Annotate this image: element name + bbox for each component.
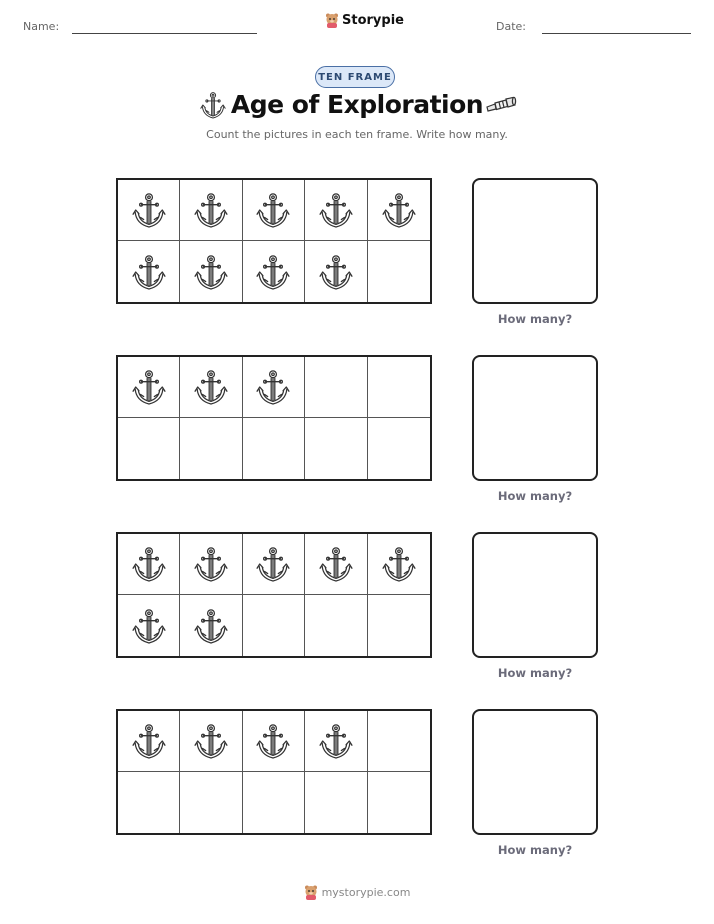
date-line[interactable] (542, 33, 691, 34)
ten-frame-cell (368, 180, 430, 241)
anchor-icon (382, 545, 416, 583)
ten-frame-cell (243, 711, 305, 772)
bear-mascot-icon (304, 884, 318, 900)
ten-frame-cell (368, 418, 430, 479)
ten-frame-cell (305, 534, 367, 595)
ten-frame (116, 532, 432, 658)
ten-frame-cell (243, 241, 305, 302)
ten-frame-cell (368, 772, 430, 833)
ten-frame-cell (118, 241, 180, 302)
brand-logo (325, 12, 404, 28)
ten-frame-cell (118, 357, 180, 418)
anchor-icon (194, 191, 228, 229)
ten-frame-cell (180, 418, 242, 479)
how-many-label: How many? (497, 489, 573, 503)
ten-frame-cell (118, 534, 180, 595)
anchor-icon (319, 191, 353, 229)
spyglass-icon (485, 96, 517, 114)
name-label: Name: (23, 20, 60, 33)
ten-frame-cell (180, 534, 242, 595)
worksheet-type-badge: TEN FRAME (315, 66, 395, 88)
anchor-icon (194, 722, 228, 760)
ten-frame-cell (180, 241, 242, 302)
ten-frame-cell (305, 595, 367, 656)
anchor-icon (132, 191, 166, 229)
anchor-icon (132, 368, 166, 406)
date-label: Date: (496, 20, 526, 33)
ten-frame-cell (243, 534, 305, 595)
bear-mascot-icon (325, 12, 339, 28)
anchor-icon (319, 545, 353, 583)
ten-frame (116, 709, 432, 835)
name-line[interactable] (72, 33, 257, 34)
ten-frame-cell (243, 180, 305, 241)
ten-frame-cell (118, 180, 180, 241)
anchor-icon (256, 722, 290, 760)
ten-frame-cell (180, 711, 242, 772)
answer-box[interactable] (472, 178, 598, 304)
how-many-label: How many? (497, 843, 573, 857)
ten-frame-cell (368, 595, 430, 656)
ten-frame-cell (368, 534, 430, 595)
ten-frame-cell (305, 241, 367, 302)
ten-frame-cell (305, 180, 367, 241)
ten-frame-cell (118, 772, 180, 833)
answer-box[interactable] (472, 355, 598, 481)
ten-frame-cell (118, 595, 180, 656)
anchor-icon (256, 253, 290, 291)
ten-frame-cell (243, 772, 305, 833)
anchor-icon (194, 368, 228, 406)
how-many-label: How many? (497, 666, 573, 680)
ten-frame-cell (305, 772, 367, 833)
ten-frame-cell (243, 418, 305, 479)
anchor-icon (319, 253, 353, 291)
ten-frame-cell (368, 241, 430, 302)
ten-frame-cell (180, 357, 242, 418)
anchor-icon (382, 191, 416, 229)
ten-frame-cell (368, 357, 430, 418)
anchor-icon (132, 722, 166, 760)
anchor-icon (132, 545, 166, 583)
anchor-icon (256, 191, 290, 229)
anchor-icon (132, 253, 166, 291)
anchor-icon (194, 545, 228, 583)
answer-box[interactable] (472, 709, 598, 835)
ten-frame-cell (180, 180, 242, 241)
ten-frame (116, 355, 432, 481)
brand-name: Storypie (342, 12, 404, 28)
anchor-icon (256, 368, 290, 406)
ten-frame-cell (180, 595, 242, 656)
ten-frame-cell (180, 772, 242, 833)
anchor-icon (319, 722, 353, 760)
ten-frame-cell (118, 418, 180, 479)
ten-frame-cell (305, 711, 367, 772)
page-title: Age of Exploration (230, 90, 484, 119)
ten-frame-cell (305, 357, 367, 418)
answer-box[interactable] (472, 532, 598, 658)
ten-frame-cell (118, 711, 180, 772)
anchor-icon (256, 545, 290, 583)
worksheet-header (0, 0, 714, 50)
anchor-icon (132, 607, 166, 645)
ten-frame-cell (305, 418, 367, 479)
ten-frame-cell (368, 711, 430, 772)
anchor-icon (194, 253, 228, 291)
how-many-label: How many? (497, 312, 573, 326)
ten-frame (116, 178, 432, 304)
footer-url: mystorypie.com (321, 885, 411, 899)
anchor-icon (194, 607, 228, 645)
footer (0, 884, 714, 900)
instructions: Count the pictures in each ten frame. Write how many. (206, 128, 508, 141)
ten-frame-cell (243, 357, 305, 418)
ten-frame-cell (243, 595, 305, 656)
